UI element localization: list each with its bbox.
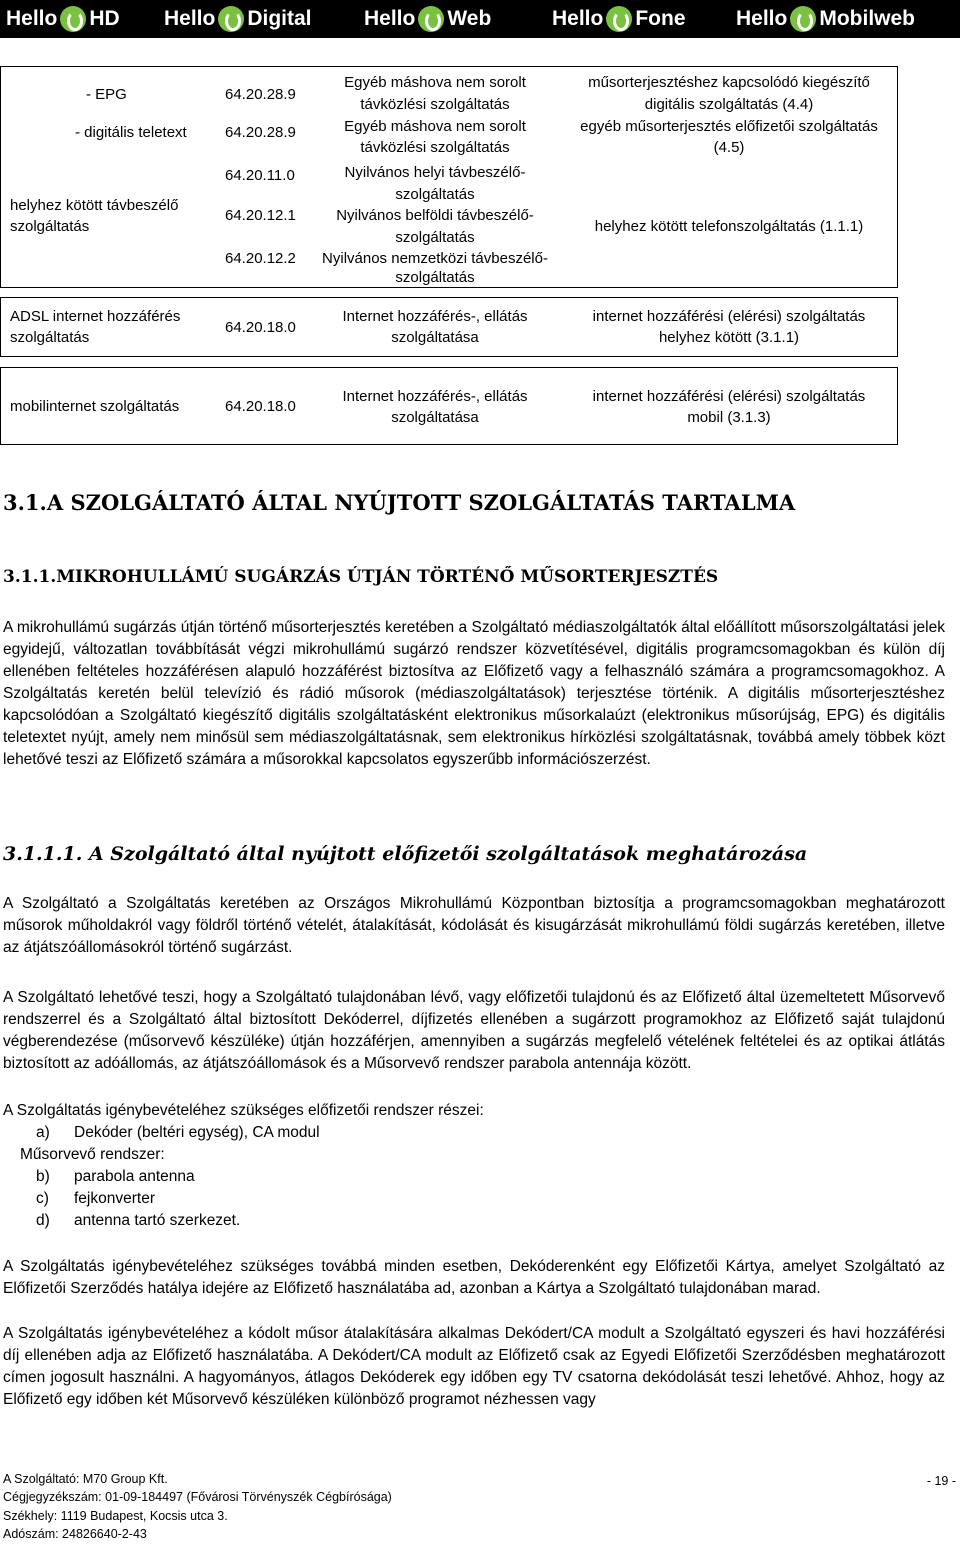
table-cell: szolgáltatás	[395, 269, 475, 286]
list-item: fejkonverter	[74, 1190, 155, 1207]
table-cell: szolgáltatás	[10, 329, 90, 346]
list-marker: b)	[36, 1168, 50, 1185]
list-intro: A Szolgáltatás igénybevételéhez szükséges előfizetői rendszer részei:	[3, 1102, 484, 1119]
table-cell: szolgáltatás	[395, 186, 475, 203]
footer-address: Székhely: 1119 Budapest, Kocsis utca 3.	[3, 1509, 228, 1523]
paragraph: A Szolgáltató lehetővé teszi, hogy a Szolgáltató tulajdonában lévő, vagy előfizetői tulajdonú és az Előfizető által üzemeltetett Műsorvevő rendszerrel és a Szolgáltató által biztosított Dekóderrel, díjfizetés ellenében a sugárzott programokhoz az Előfizető saját tulajdonú végberendezése (műsorvevő készüléke) útján hozzáférjen, amennyiben a sugárzás megfelelő vételének feltételei és az optikai átlátás biztosított az adóállomás, az átjátszóállomások és a Műsorvevő rendszer parabola antennája között.	[3, 989, 945, 1072]
table-cell: helyhez kötött telefonszolgáltatás (1.1.1)	[594, 218, 864, 235]
table-cell: 64.20.18.0	[225, 398, 296, 415]
table-cell: szolgáltatás	[395, 229, 475, 246]
hello-logo-icon	[790, 6, 816, 32]
list-marker: a)	[36, 1124, 50, 1141]
table-cell: egyéb műsorterjesztés előfizetői szolgáltatás	[580, 118, 878, 135]
table-cell: Egyéb máshova nem sorolt	[344, 118, 526, 135]
table-cell: Nyilvános belföldi távbeszélő-	[336, 207, 534, 224]
list-item: Dekóder (beltéri egység), CA modul	[74, 1124, 320, 1141]
table-cell: internet hozzáférési (elérési) szolgáltatás	[592, 388, 866, 405]
list-item: parabola antenna	[74, 1168, 195, 1185]
brand-hello-hd	[6, 6, 120, 32]
paragraph: A Szolgáltató a Szolgáltatás keretében az Országos Mikrohullámú Központban biztosítja a programcsomagokban meghatározott műsorok műholdakról vagy földről történő vételét, átalakítását, kódolását és kisugárzását mikrohullámú földi sugárzás keretében, illetve az átjátszóállomásokról történő sugárzást.	[3, 895, 945, 956]
brand-suffix: Fone	[635, 7, 686, 30]
table-cell: helyhez kötött távbeszélő	[10, 197, 179, 214]
list-subheading: Műsorvevő rendszer:	[20, 1146, 165, 1163]
table-cell: 64.20.18.0	[225, 319, 296, 336]
table-cell: távközlési szolgáltatás	[360, 96, 510, 113]
table-cell: (4.5)	[713, 139, 745, 156]
table-cell: 64.20.12.1	[225, 207, 296, 224]
brand-name: Hello	[552, 7, 604, 30]
table-cell: Internet hozzáférés-, ellátás	[342, 308, 528, 325]
list-marker: d)	[36, 1212, 50, 1229]
table-cell: Nyilvános helyi távbeszélő-	[344, 164, 526, 181]
table-cell: digitális szolgáltatás (4.4)	[644, 96, 814, 113]
paragraph: A mikrohullámú sugárzás útján történő műsorterjesztés keretében a Szolgáltató médiaszolgáltatók által előállított műsorszolgáltatási jelek egyidejű, változatlan továbbítását végzi mikrohullámú sugárzó rendszer közvetítésével, digitális programcsomagokban és külön díj ellenében feltételes hozzáférésen alapuló hozzáférést biztosítva az Előfizető vagy a felhasználó számára a programcsomagokhoz. A Szolgáltatás keretén belül televízió és rádió műsorok (médiaszolgáltatások) terjesztése történik. A digitális műsorterjesztéshez kapcsolódóan a Szolgáltató kiegészítő digitális szolgáltatásként elektronikus műsorkalaúzt (elektronikus műsorújság, EPG) és digitális teletextet nyújt, amely nem minősül sem médiaszolgáltatásnak, sem elektronikus hírközlési szolgáltatásnak, továbbá amely többek közt lehetővé teszi az Előfizető számára a műsorokkal kapcsolatos egyszerűbb információszerzést.	[3, 619, 945, 768]
brand-name: Hello	[6, 7, 58, 30]
table-cell: mobilinternet szolgáltatás	[10, 398, 180, 415]
table-cell: távközlési szolgáltatás	[360, 139, 510, 156]
table-cell: ADSL internet hozzáférés	[10, 308, 181, 325]
list-marker: c)	[36, 1190, 49, 1207]
brand-name: Hello	[364, 7, 416, 30]
brand-hello-fone	[552, 6, 686, 32]
table-cell: internet hozzáférési (elérési) szolgáltatás	[592, 308, 866, 325]
table-cell: műsorterjesztéshez kapcsolódó kiegészítő	[588, 74, 870, 91]
hello-logo-icon	[60, 6, 86, 32]
brand-suffix: Web	[447, 7, 492, 30]
subsubsection-heading: 3.1.1.1. A Szolgáltató által nyújtott előfizetői szolgáltatások meghatározása	[3, 843, 808, 865]
brand-suffix: Digital	[247, 7, 312, 30]
brand-hello-web	[364, 6, 491, 32]
table-cell: - EPG	[86, 86, 127, 103]
table-cell: Egyéb máshova nem sorolt	[344, 74, 526, 91]
brand-name: Hello	[164, 7, 216, 30]
footer-registration: Cégjegyzékszám: 01-09-184497 (Fővárosi Törvényszék Cégbírósága)	[3, 1490, 392, 1504]
list-item: antenna tartó szerkezet.	[74, 1212, 241, 1229]
table-cell: 64.20.28.9	[225, 124, 296, 141]
table-cell: 64.20.12.2	[225, 250, 296, 267]
table-cell: 64.20.11.0	[225, 167, 295, 184]
table-cell: Internet hozzáférés-, ellátás	[342, 388, 528, 405]
subsection-heading: 3.1.1.MIKROHULLÁMÚ SUGÁRZÁS ÚTJÁN TÖRTÉNŐ MŰSORTERJESZTÉS	[3, 567, 719, 587]
brand-suffix: Mobilweb	[819, 7, 916, 30]
hello-logo-icon	[418, 6, 444, 32]
hello-logo-icon	[606, 6, 632, 32]
paragraph: A Szolgáltatás igénybevételéhez szükséges továbbá minden esetben, Dekóderenként egy Előfizetői Kártya, amelyet Szolgáltató az Előfizetői Szerződés hatálya idejére az Előfizető használatába ad, azonban a Kártya a Szolgáltató tulajdonában marad.	[3, 1258, 945, 1297]
brand-banner	[0, 0, 960, 38]
brand-suffix: HD	[89, 7, 120, 30]
footer-company: A Szolgáltató: M70 Group Kft.	[3, 1472, 168, 1486]
table-cell: szolgáltatása	[391, 409, 479, 426]
table-cell: Nyilvános nemzetközi távbeszélő-	[322, 250, 548, 267]
brand-hello-mobilweb	[736, 6, 915, 32]
table-cell: 64.20.28.9	[225, 86, 296, 103]
table-cell: szolgáltatása	[391, 329, 479, 346]
hello-logo-icon	[218, 6, 244, 32]
page-number: - 19 -	[926, 1474, 956, 1488]
table-cell: - digitális teletext	[75, 124, 187, 141]
footer-tax-number: Adószám: 24826640-2-43	[3, 1527, 147, 1541]
section-heading: 3.1.A SZOLGÁLTATÓ ÁLTAL NYÚJTOTT SZOLGÁLTATÁS TARTALMA	[3, 490, 796, 515]
table-cell: helyhez kötött (3.1.1)	[658, 329, 800, 346]
brand-name: Hello	[736, 7, 788, 30]
brand-hello-digital	[164, 6, 312, 32]
table-cell: szolgáltatás	[10, 218, 90, 235]
paragraph: A Szolgáltatás igénybevételéhez a kódolt műsor átalakítására alkalmas Dekódert/CA modult a Szolgáltató egyszeri és havi hozzáférési díj ellenében adja az Előfizető használatába. A Dekódert/CA modult az Előfizető csak az Egyedi Előfizetői Szerződésben meghatározott címen jogosult használni. A hagyományos, átlagos Dekóderek egy időben egy TV csatorna dekódolását teszi lehetővé. Ahhoz, hogy az Előfizető egy időben két Műsorvevő készüléken különböző programot nézhessen vagy	[3, 1325, 945, 1408]
table-cell: mobil (3.1.3)	[687, 409, 771, 426]
